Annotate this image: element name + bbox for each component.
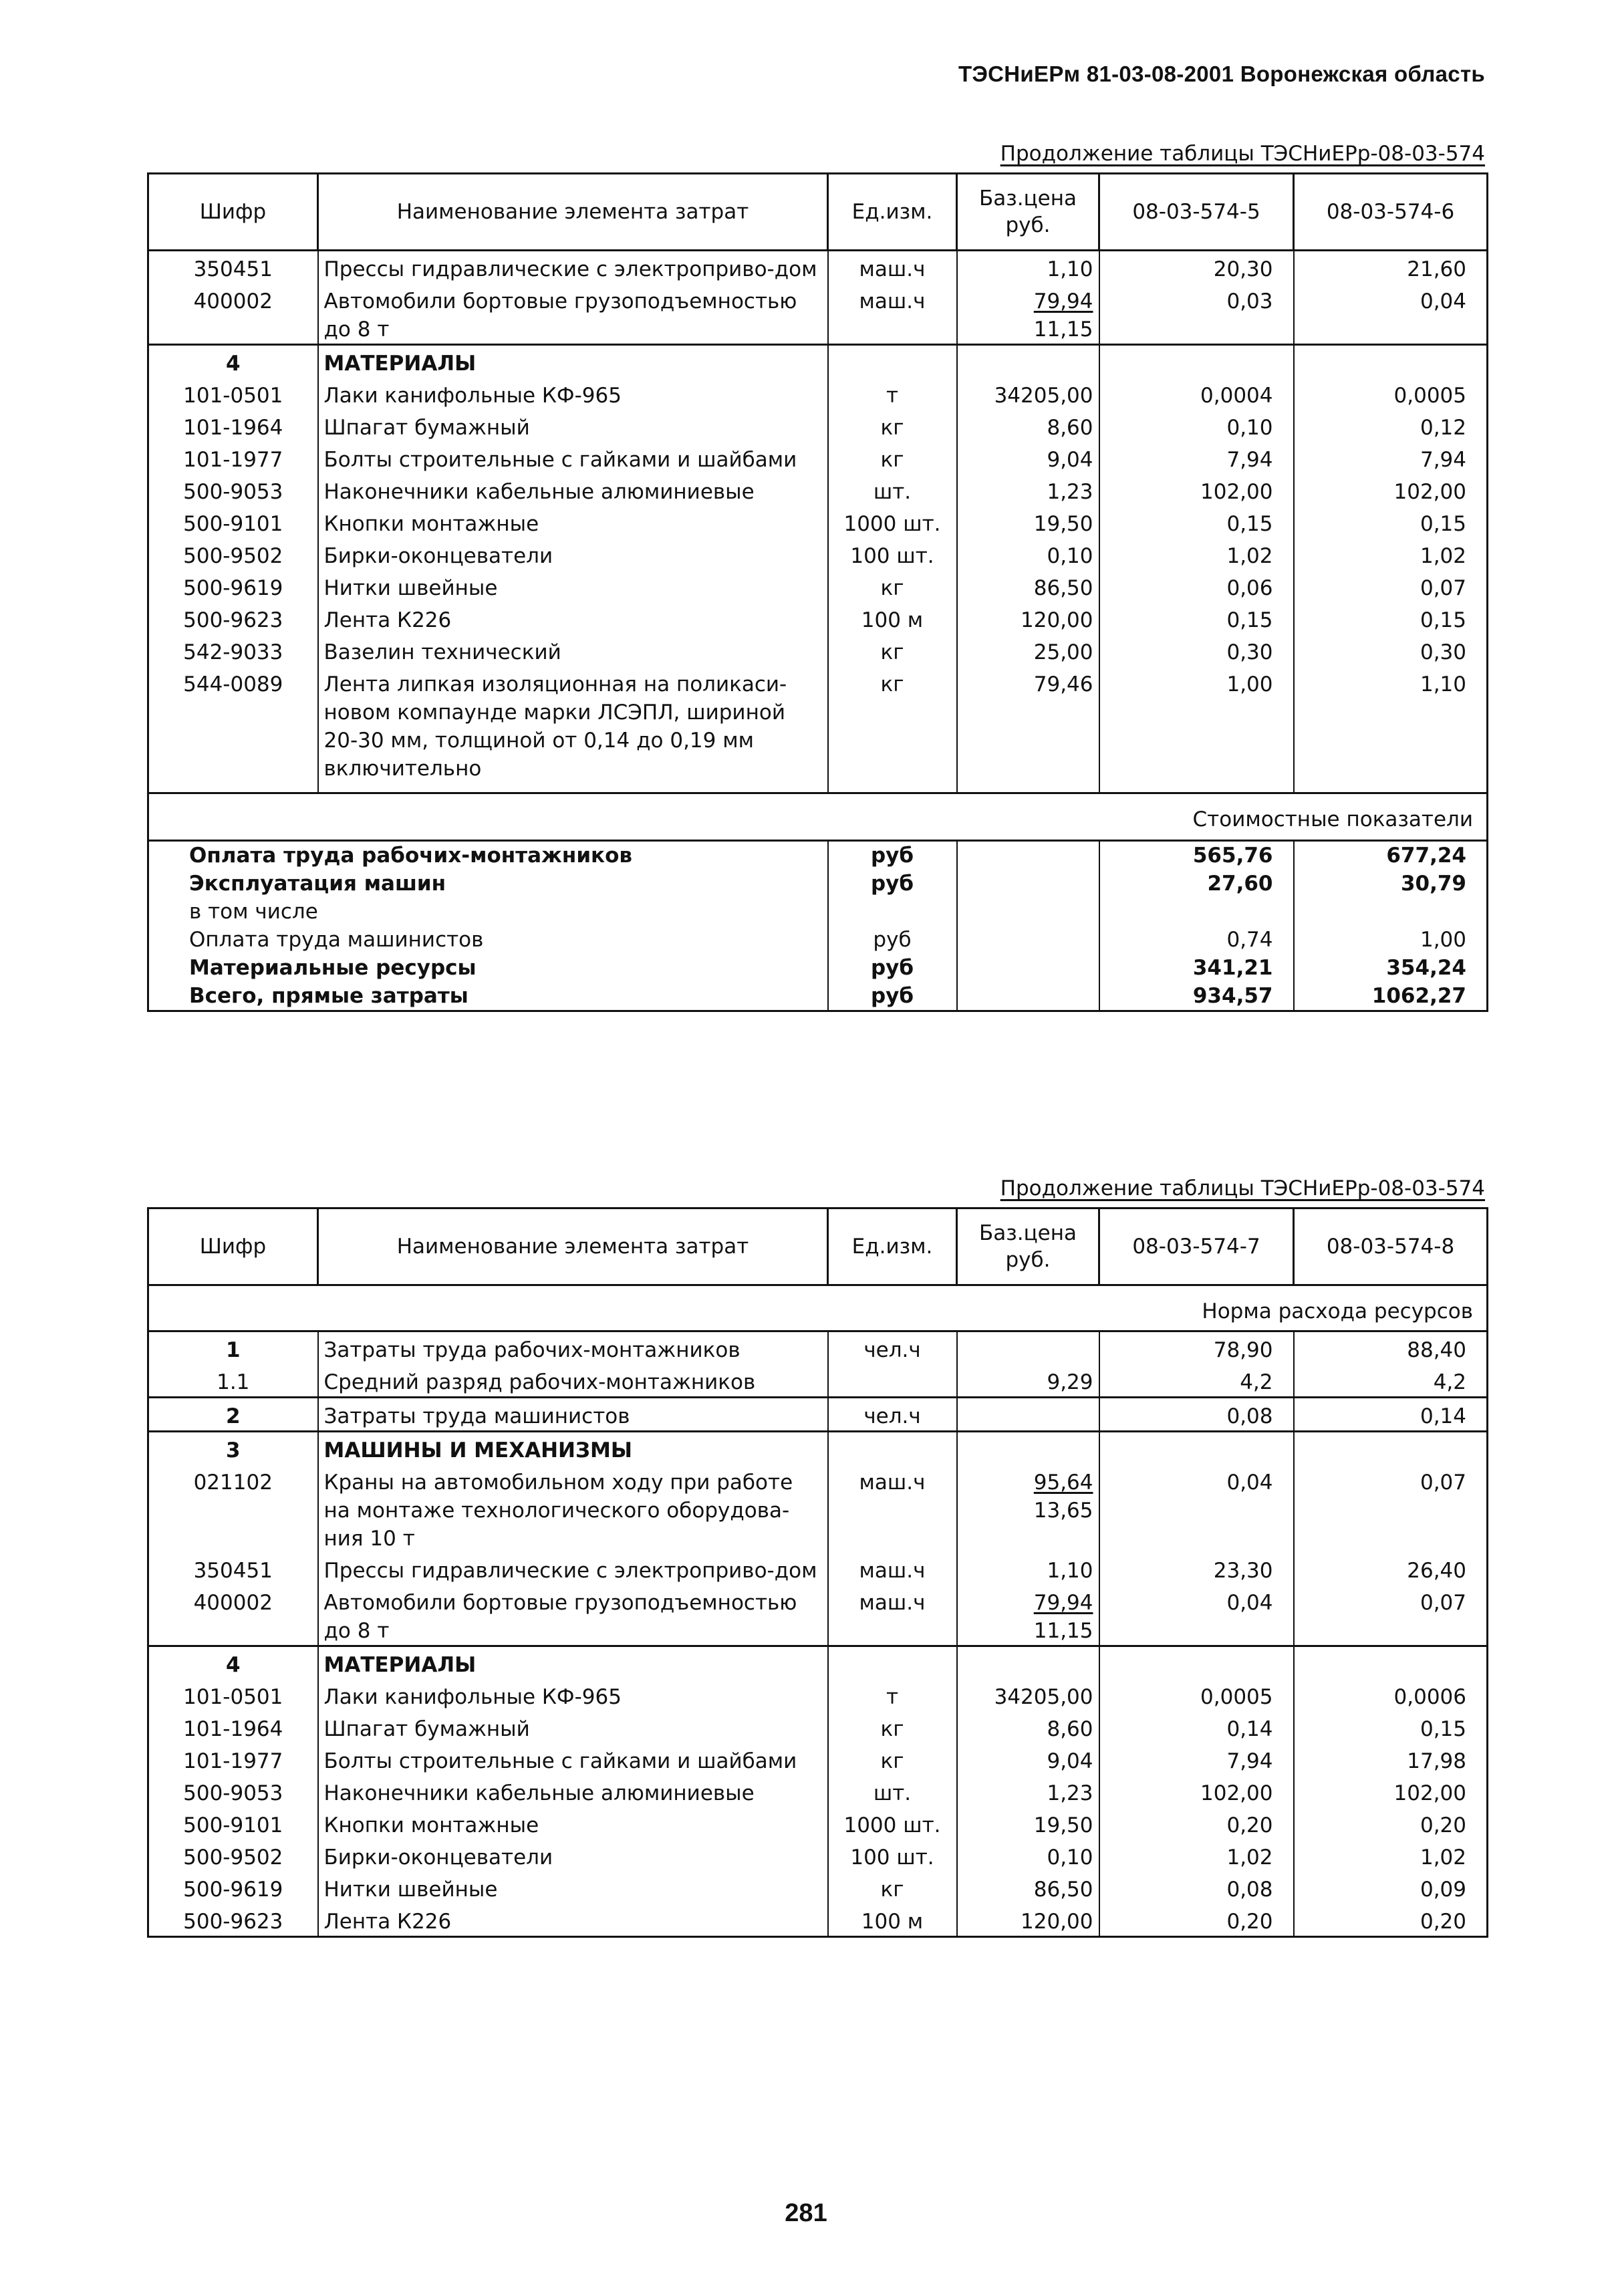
empty-cell (1294, 345, 1488, 378)
row-code: 1 (148, 1331, 318, 1365)
row-code: 101-0501 (148, 378, 318, 410)
table-row (148, 1872, 1488, 1904)
row-value-2: 0,0006 (1294, 1679, 1488, 1711)
row-value-2: 0,09 (1294, 1872, 1488, 1904)
cost-value-2 (1294, 898, 1488, 926)
table-row (148, 1775, 1488, 1807)
row-value-2: 1,02 (1294, 1839, 1488, 1872)
row-code: 021102 (148, 1464, 318, 1553)
empty-cell (828, 1432, 957, 1465)
table-row (148, 1331, 1488, 1365)
row-unit: маш.ч (828, 1464, 957, 1553)
row-code: 101-1977 (148, 1743, 318, 1775)
row-value-2: 0,07 (1294, 1585, 1488, 1646)
table-row (148, 1553, 1488, 1585)
empty-cell (957, 1646, 1099, 1680)
row-code: 500-9101 (148, 1807, 318, 1839)
row-code: 101-0501 (148, 1679, 318, 1711)
row-code: 500-9502 (148, 1839, 318, 1872)
row-code: 4 (148, 1646, 318, 1680)
empty-cell (1099, 345, 1294, 378)
row-value-2: 88,40 (1294, 1331, 1488, 1365)
table-row (148, 378, 1488, 410)
cost-value-1: 27,60 (1099, 870, 1294, 898)
row-price: 1,10 (957, 251, 1099, 284)
row-name: МАШИНЫ И МЕХАНИЗМЫ (318, 1432, 828, 1465)
row-price (957, 1398, 1099, 1432)
col-header-name: Наименование элемента затрат (318, 1208, 828, 1285)
row-price: 1,10 (957, 1553, 1099, 1585)
row-code: 101-1977 (148, 442, 318, 474)
row-name: Прессы гидравлические с электроприво-дом (318, 251, 828, 284)
row-value-1: 7,94 (1099, 442, 1294, 474)
cost-row (148, 954, 1488, 982)
section-row (148, 1432, 1488, 1465)
row-value-1: 4,2 (1099, 1364, 1294, 1398)
row-value-1: 1,00 (1099, 666, 1294, 783)
row-unit: чел.ч (828, 1331, 957, 1365)
row-code: 101-1964 (148, 410, 318, 442)
row-value-2: 0,30 (1294, 634, 1488, 666)
row-name: Шпагат бумажный (318, 410, 828, 442)
col-header-code: Шифр (148, 1208, 318, 1285)
price-labor: 13,65 (1033, 1499, 1093, 1523)
row-name: Шпагат бумажный (318, 1711, 828, 1743)
row-price: 9,29 (957, 1364, 1099, 1398)
row-price: 86,50 (957, 1872, 1099, 1904)
row-name: Кнопки монтажные (318, 506, 828, 538)
row-value-1: 0,08 (1099, 1398, 1294, 1432)
table-row (148, 1807, 1488, 1839)
empty-cell (1099, 783, 1294, 793)
row-value-1: 0,06 (1099, 570, 1294, 602)
page-header-title: ТЭСНиЕРм 81-03-08-2001 Воронежская область (958, 61, 1485, 86)
cost-label: Оплата труда машинистов (148, 926, 828, 954)
row-name: МАТЕРИАЛЫ (318, 345, 828, 378)
norm-heading-row (148, 1285, 1488, 1331)
row-name: Лента липкая изоляционная на поликаси-новом компаунде марки ЛСЭПЛ, шириной 20-30 мм, толщиной от 0,14 до 0,19 мм включительно (318, 666, 828, 783)
row-price (957, 1331, 1099, 1365)
row-name: Наконечники кабельные алюминиевые (318, 474, 828, 506)
row-unit: 100 м (828, 602, 957, 634)
cost-label: Всего, прямые затраты (148, 982, 828, 1011)
empty-cell (1099, 1432, 1294, 1465)
row-value-1: 0,20 (1099, 1807, 1294, 1839)
row-name: Лаки канифольные КФ-965 (318, 1679, 828, 1711)
table-row (148, 1585, 1488, 1646)
cost-heading: Стоимостные показатели (148, 793, 1488, 841)
row-name: Средний разряд рабочих-монтажников (318, 1364, 828, 1398)
table-row (148, 1364, 1488, 1398)
col-header-unit: Ед.изм. (828, 1208, 957, 1285)
row-code: 544-0089 (148, 666, 318, 783)
table-row (148, 1904, 1488, 1937)
row-value-2: 0,07 (1294, 570, 1488, 602)
row-name: Прессы гидравлические с электроприво-дом (318, 1553, 828, 1585)
cost-value-2: 677,24 (1294, 841, 1488, 870)
cost-unit: руб (828, 870, 957, 898)
row-unit: шт. (828, 1775, 957, 1807)
row-code: 400002 (148, 283, 318, 345)
row-unit: кг (828, 410, 957, 442)
row-unit: кг (828, 666, 957, 783)
resource-table-1 (147, 172, 1488, 1012)
table-row (148, 410, 1488, 442)
row-name: Лаки канифольные КФ-965 (318, 378, 828, 410)
row-value-1: 0,0004 (1099, 378, 1294, 410)
cost-row (148, 982, 1488, 1011)
row-unit: маш.ч (828, 1553, 957, 1585)
row-value-2: 0,20 (1294, 1904, 1488, 1937)
row-code: 500-9053 (148, 474, 318, 506)
row-value-2: 26,40 (1294, 1553, 1488, 1585)
row-value-2: 0,20 (1294, 1807, 1488, 1839)
row-unit (828, 1364, 957, 1398)
row-name: Затраты труда машинистов (318, 1398, 828, 1432)
empty-cell (1294, 783, 1488, 793)
row-unit: 1000 шт. (828, 1807, 957, 1839)
cost-value-2: 354,24 (1294, 954, 1488, 982)
empty-cell (957, 1432, 1099, 1465)
empty-cell (957, 926, 1099, 954)
row-name: Нитки швейные (318, 570, 828, 602)
col-header-price: Баз.цена руб. (957, 174, 1099, 251)
row-price: 120,00 (957, 602, 1099, 634)
row-name: Бирки-оконцеватели (318, 1839, 828, 1872)
row-code: 500-9623 (148, 1904, 318, 1937)
price-labor: 11,15 (1033, 1619, 1093, 1643)
table-row (148, 1711, 1488, 1743)
table-row (148, 506, 1488, 538)
row-name: Вазелин технический (318, 634, 828, 666)
row-value-2: 7,94 (1294, 442, 1488, 474)
cost-label: Эксплуатация машин (148, 870, 828, 898)
table1-caption: Продолжение таблицы ТЭСНиЕРр-08-03-574 (1000, 142, 1485, 166)
col-header-unit: Ед.изм. (828, 174, 957, 251)
row-value-2: 0,04 (1294, 283, 1488, 345)
row-name: Затраты труда рабочих-монтажников (318, 1331, 828, 1365)
row-unit: кг (828, 1743, 957, 1775)
row-unit: маш.ч (828, 1585, 957, 1646)
table-header-row (148, 1208, 1488, 1285)
row-value-1: 0,04 (1099, 1464, 1294, 1553)
row-value-2: 0,15 (1294, 602, 1488, 634)
cost-unit: руб (828, 982, 957, 1011)
cost-row (148, 841, 1488, 870)
row-name: Болты строительные с гайками и шайбами (318, 442, 828, 474)
cost-unit: руб (828, 954, 957, 982)
row-value-1: 102,00 (1099, 1775, 1294, 1807)
cost-row (148, 898, 1488, 926)
table-row (148, 474, 1488, 506)
row-value-2: 21,60 (1294, 251, 1488, 284)
price-labor: 11,15 (1033, 317, 1093, 342)
row-code: 2 (148, 1398, 318, 1432)
row-unit: маш.ч (828, 283, 957, 345)
row-value-1: 0,10 (1099, 410, 1294, 442)
row-price (957, 283, 1099, 345)
row-value-1: 0,15 (1099, 506, 1294, 538)
row-value-2: 1,02 (1294, 538, 1488, 570)
row-name: Лента К226 (318, 602, 828, 634)
row-unit: кг (828, 1711, 957, 1743)
row-unit: кг (828, 1872, 957, 1904)
norm-heading: Норма расхода ресурсов (148, 1285, 1488, 1331)
row-unit: т (828, 1679, 957, 1711)
row-price: 120,00 (957, 1904, 1099, 1937)
cost-row (148, 870, 1488, 898)
page-number: 281 (785, 2199, 827, 2227)
row-price: 0,10 (957, 538, 1099, 570)
row-value-1: 0,14 (1099, 1711, 1294, 1743)
col-header-norm-8: 08-03-574-8 (1294, 1208, 1488, 1285)
table-row (148, 666, 1488, 783)
row-price: 19,50 (957, 1807, 1099, 1839)
row-price: 9,04 (957, 442, 1099, 474)
row-value-2: 0,14 (1294, 1398, 1488, 1432)
row-unit: кг (828, 570, 957, 602)
table-row (148, 1679, 1488, 1711)
table-row (148, 1398, 1488, 1432)
row-value-1: 78,90 (1099, 1331, 1294, 1365)
table-row (148, 1464, 1488, 1553)
row-price: 86,50 (957, 570, 1099, 602)
row-value-1: 0,04 (1099, 1585, 1294, 1646)
row-unit: шт. (828, 474, 957, 506)
table-row (148, 1839, 1488, 1872)
table-row (148, 283, 1488, 345)
row-value-1: 20,30 (1099, 251, 1294, 284)
row-code: 500-9502 (148, 538, 318, 570)
row-unit: т (828, 378, 957, 410)
row-unit: кг (828, 442, 957, 474)
empty-cell (148, 783, 318, 793)
row-unit: маш.ч (828, 251, 957, 284)
row-value-2: 0,07 (1294, 1464, 1488, 1553)
row-price: 8,60 (957, 410, 1099, 442)
row-price: 79,46 (957, 666, 1099, 783)
col-header-norm-6: 08-03-574-6 (1294, 174, 1488, 251)
row-value-2: 0,15 (1294, 1711, 1488, 1743)
row-code: 4 (148, 345, 318, 378)
price-machine: 79,94 (1033, 1591, 1093, 1615)
row-code: 3 (148, 1432, 318, 1465)
row-price (957, 1464, 1099, 1553)
cost-value-1 (1099, 898, 1294, 926)
row-code: 500-9623 (148, 602, 318, 634)
row-price: 34205,00 (957, 1679, 1099, 1711)
price-machine: 95,64 (1033, 1471, 1093, 1495)
row-code: 350451 (148, 1553, 318, 1585)
row-name: Краны на автомобильном ходу при работе на монтаже технологического оборудова-ния 10 т (318, 1464, 828, 1553)
col-header-price: Баз.цена руб. (957, 1208, 1099, 1285)
row-code: 500-9101 (148, 506, 318, 538)
cost-heading-row (148, 793, 1488, 841)
col-header-norm-5: 08-03-574-5 (1099, 174, 1294, 251)
empty-cell (828, 783, 957, 793)
empty-cell (828, 1646, 957, 1680)
empty-cell (957, 982, 1099, 1011)
row-value-1: 0,30 (1099, 634, 1294, 666)
cost-value-1: 0,74 (1099, 926, 1294, 954)
cost-value-1: 934,57 (1099, 982, 1294, 1011)
table-row (148, 570, 1488, 602)
price-machine: 79,94 (1033, 289, 1093, 313)
row-price: 8,60 (957, 1711, 1099, 1743)
section-row (148, 345, 1488, 378)
row-value-2: 4,2 (1294, 1364, 1488, 1398)
cost-unit: руб (828, 841, 957, 870)
cost-label: Оплата труда рабочих-монтажников (148, 841, 828, 870)
table-row (148, 442, 1488, 474)
row-price: 1,23 (957, 1775, 1099, 1807)
row-value-2: 0,15 (1294, 506, 1488, 538)
row-unit: 1000 шт. (828, 506, 957, 538)
cost-value-1: 565,76 (1099, 841, 1294, 870)
cost-row (148, 926, 1488, 954)
cost-value-2: 30,79 (1294, 870, 1488, 898)
row-unit: 100 шт. (828, 1839, 957, 1872)
empty-cell (957, 898, 1099, 926)
empty-cell (957, 783, 1099, 793)
row-price: 25,00 (957, 634, 1099, 666)
row-code: 500-9619 (148, 570, 318, 602)
row-value-1: 7,94 (1099, 1743, 1294, 1775)
row-value-2: 0,0005 (1294, 378, 1488, 410)
row-price: 19,50 (957, 506, 1099, 538)
cost-unit (828, 898, 957, 926)
empty-cell (957, 954, 1099, 982)
row-name: Бирки-оконцеватели (318, 538, 828, 570)
row-code: 500-9619 (148, 1872, 318, 1904)
cost-value-2: 1062,27 (1294, 982, 1488, 1011)
table-header-row (148, 174, 1488, 251)
row-name: Кнопки монтажные (318, 1807, 828, 1839)
row-unit: 100 м (828, 1904, 957, 1937)
cost-unit: руб (828, 926, 957, 954)
cost-value-1: 341,21 (1099, 954, 1294, 982)
row-name: Нитки швейные (318, 1872, 828, 1904)
empty-cell (1294, 1646, 1488, 1680)
row-code: 400002 (148, 1585, 318, 1646)
row-name: Лента К226 (318, 1904, 828, 1937)
row-code: 542-9033 (148, 634, 318, 666)
cost-label: в том числе (148, 898, 828, 926)
row-price (957, 1585, 1099, 1646)
row-value-2: 1,10 (1294, 666, 1488, 783)
row-value-1: 0,0005 (1099, 1679, 1294, 1711)
table-row (148, 1743, 1488, 1775)
row-value-2: 102,00 (1294, 474, 1488, 506)
row-price: 9,04 (957, 1743, 1099, 1775)
table-row (148, 602, 1488, 634)
col-header-code: Шифр (148, 174, 318, 251)
row-value-1: 23,30 (1099, 1553, 1294, 1585)
table-row (148, 538, 1488, 570)
row-unit: чел.ч (828, 1398, 957, 1432)
col-header-name: Наименование элемента затрат (318, 174, 828, 251)
row-value-1: 0,20 (1099, 1904, 1294, 1937)
row-name: Наконечники кабельные алюминиевые (318, 1775, 828, 1807)
row-code: 101-1964 (148, 1711, 318, 1743)
col-header-norm-7: 08-03-574-7 (1099, 1208, 1294, 1285)
row-value-2: 102,00 (1294, 1775, 1488, 1807)
table-row (148, 251, 1488, 284)
row-unit: 100 шт. (828, 538, 957, 570)
empty-cell (1099, 1646, 1294, 1680)
row-value-1: 0,15 (1099, 602, 1294, 634)
cost-label: Материальные ресурсы (148, 954, 828, 982)
resource-table-2 (147, 1207, 1488, 1938)
row-unit: кг (828, 634, 957, 666)
empty-cell (957, 870, 1099, 898)
row-value-1: 1,02 (1099, 538, 1294, 570)
row-code: 500-9053 (148, 1775, 318, 1807)
section-row (148, 1646, 1488, 1680)
empty-cell (828, 345, 957, 378)
row-code: 1.1 (148, 1364, 318, 1398)
row-value-1: 102,00 (1099, 474, 1294, 506)
row-name: Автомобили бортовые грузоподъемностью до 8 т (318, 1585, 828, 1646)
row-name: Автомобили бортовые грузоподъемностью до 8 т (318, 283, 828, 345)
row-value-2: 17,98 (1294, 1743, 1488, 1775)
empty-cell (318, 783, 828, 793)
row-name: Болты строительные с гайками и шайбами (318, 1743, 828, 1775)
row-value-2: 0,12 (1294, 410, 1488, 442)
row-price: 0,10 (957, 1839, 1099, 1872)
row-value-1: 0,03 (1099, 283, 1294, 345)
empty-cell (1294, 1432, 1488, 1465)
row-price: 34205,00 (957, 378, 1099, 410)
table2-caption: Продолжение таблицы ТЭСНиЕРр-08-03-574 (1000, 1176, 1485, 1200)
table-row (148, 634, 1488, 666)
spacer-row (148, 783, 1488, 793)
empty-cell (957, 841, 1099, 870)
row-value-1: 1,02 (1099, 1839, 1294, 1872)
row-value-1: 0,08 (1099, 1872, 1294, 1904)
empty-cell (957, 345, 1099, 378)
row-name: МАТЕРИАЛЫ (318, 1646, 828, 1680)
cost-value-2: 1,00 (1294, 926, 1488, 954)
row-code: 350451 (148, 251, 318, 284)
row-price: 1,23 (957, 474, 1099, 506)
